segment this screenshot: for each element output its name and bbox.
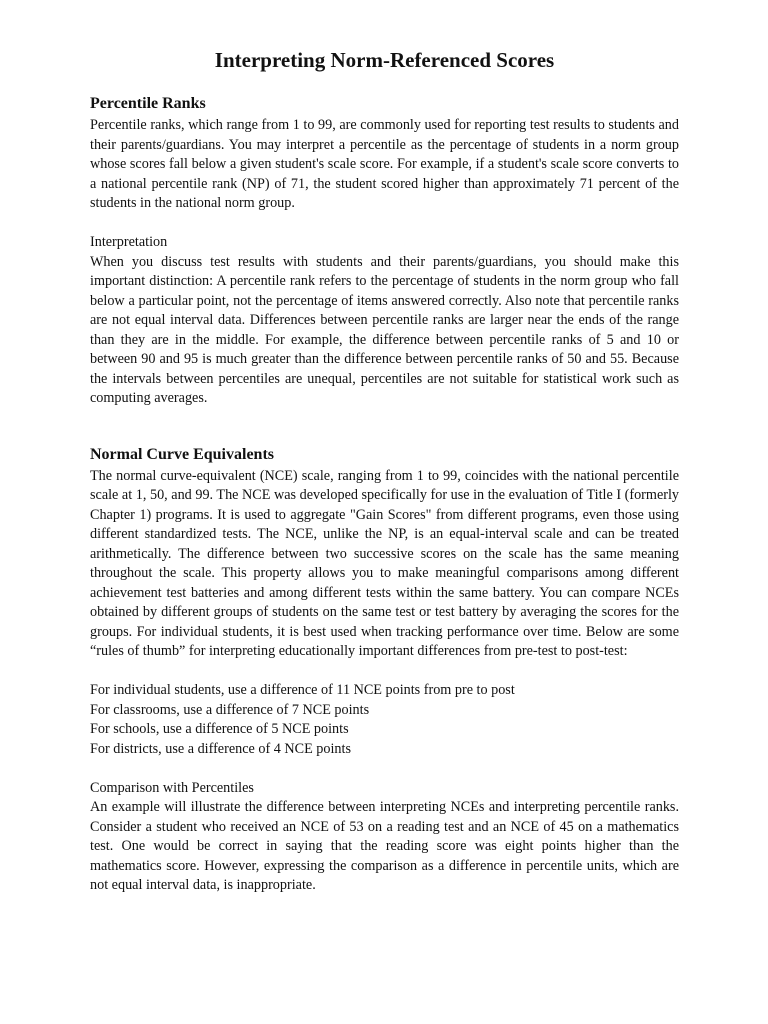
normal-curve-section <box>90 445 679 896</box>
spacer <box>90 759 679 779</box>
spacer <box>90 662 679 682</box>
document-page <box>90 46 679 896</box>
interpretation-heading: Interpretation <box>90 234 168 250</box>
spacer <box>90 214 679 234</box>
rules-of-thumb-list <box>90 681 679 759</box>
section-spacer <box>90 409 679 445</box>
comparison-heading: Comparison with Percentiles <box>90 779 254 796</box>
normal-curve-heading: Normal Curve Equivalents <box>90 445 274 463</box>
list-item: For classrooms, use a difference of 7 NCE points <box>90 701 370 718</box>
percentile-ranks-intro: Percentile ranks, which range from 1 to 99, are commonly used for reporting test results to students and their parents/guardians. You may interpret a percentile as the percentage of students in a norm group whose scores fall below a given student's scale score. For example, if a student's scale score converts to a national percentile rank (NP) of 71, the student scored higher than approximately 71 percent of the students in the national norm group. <box>90 117 679 211</box>
comparison-body: An example will illustrate the difference between interpreting NCEs and interpreting percentile ranks. Consider a student who received an NCE of 53 on a reading test and an NCE of 45 on a mathematics test. One would be correct in saying that the reading score was eight points higher than the mathematics score. However, expressing the comparison as a difference in percentile units, which are not equal interval data, is inappropriate. <box>90 799 679 893</box>
percentile-ranks-heading: Percentile Ranks <box>90 95 206 112</box>
normal-curve-intro: The normal curve-equivalent (NCE) scale, ranging from 1 to 99, coincides with the national percentile scale at 1, 50, and 99. The NCE was developed specifically for use in the evaluation of Title I (formerly Chapter 1) programs. It is used to aggregate "Gain Scores" from different programs, even those using different standardized tests. The NCE, unlike the NP, is an equal-interval scale and can be treated arithmetically. The difference between two successive scores on the scale has the same meaning throughout the scale. This property allows you to make meaningful comparisons among different achievement test batteries and among different tests within the same battery. You can compare NCEs obtained by different groups of students on the same test or test battery by averaging the scores for the groups. For individual students, it is best used when tracking performance over time. Below are some “rules of thumb” for interpreting educationally important differences from pre-test to post-test: <box>90 467 679 659</box>
interpretation-body: When you discuss test results with students and their parents/guardians, you should make this important distinction: A percentile rank refers to the percentage of students in the norm group who fall below a particular point, not the percentage of items answered correctly. Also note that percentile ranks are not equal interval data. Differences between percentile ranks are larger near the ends of the range than they are in the middle. For example, the difference between percentile ranks of 5 and 10 or between 90 and 95 is much greater than the difference between percentile ranks of 50 and 55. Because the intervals between percentiles are unequal, percentiles are not suitable for statistical work such as computing averages. <box>90 253 679 406</box>
list-item: For districts, use a difference of 4 NCE points <box>90 740 351 757</box>
document-title: Interpreting Norm-Referenced Scores <box>214 48 555 72</box>
list-item: For individual students, use a difference of 11 NCE points from pre to post <box>90 682 515 698</box>
percentile-ranks-section <box>90 94 679 409</box>
list-item: For schools, use a difference of 5 NCE points <box>90 721 349 737</box>
